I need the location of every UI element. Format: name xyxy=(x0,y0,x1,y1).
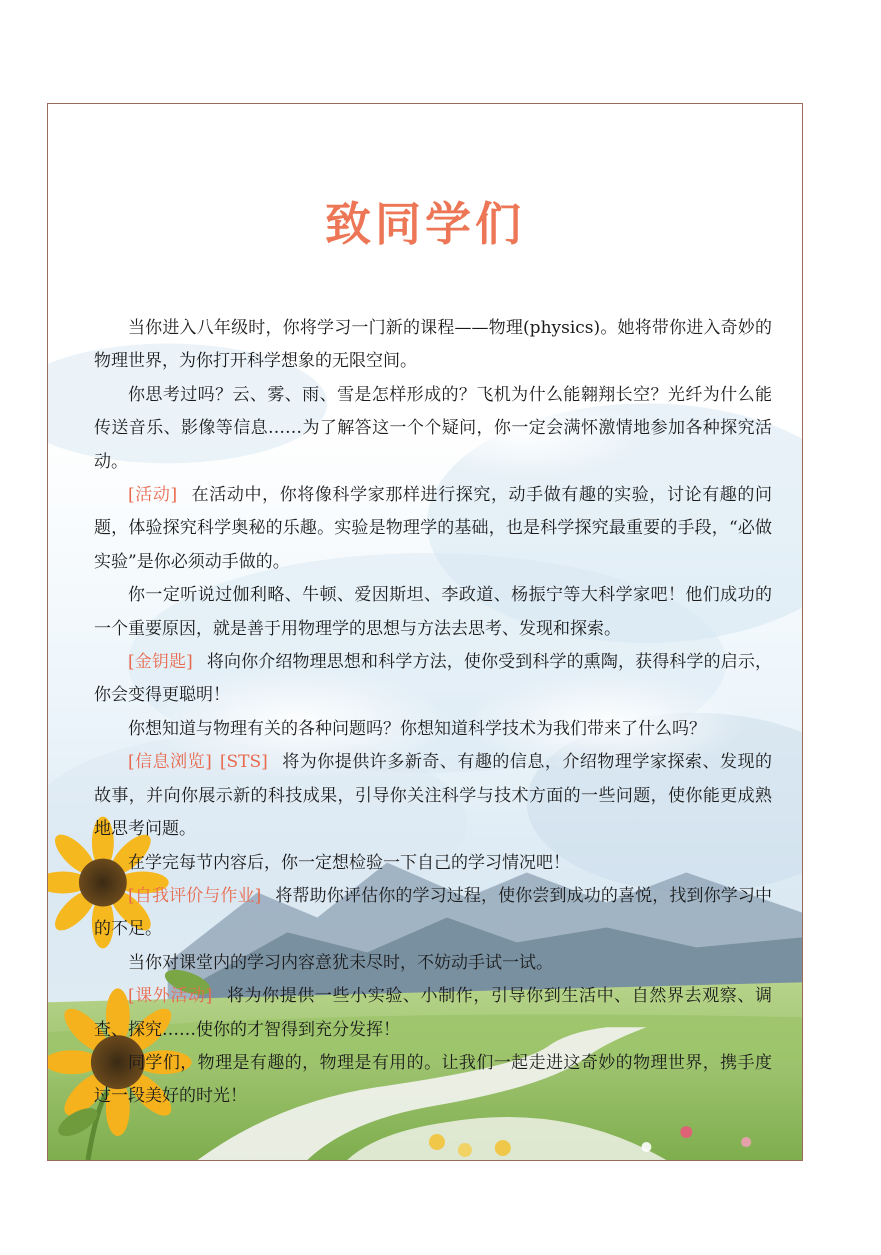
page-frame xyxy=(47,103,803,1161)
paragraph-technology-question: 你想知道与物理有关的各种问题吗？你想知道科学技术为我们带来了什么吗？ xyxy=(128,718,706,739)
letter-body xyxy=(94,312,772,1114)
paragraph-questions: 你思考过吗？云、雾、雨、雪是怎样形成的？飞机为什么能翱翔长空？光纤为什么能传送音乐、影像等信息……为了解答这一个个疑问，你一定会满怀激情地参加各种探究活动。 xyxy=(94,384,772,472)
paragraph-activity: [活动] 在活动中，你将像科学家那样进行探究，动手做有趣的实验，讨论有趣的问题，体验探究科学奥秘的乐趣。实验是物理学的基础，也是科学探究最重要的手段，“必做实验”是你必须动手做的。 xyxy=(94,485,772,572)
paragraph-try-it: 当你对课堂内的学习内容意犹未尽时，不妨动手试一试。 xyxy=(128,952,553,973)
section-tag-sts: [STS] xyxy=(219,752,268,773)
paragraph-self-check: 在学完每节内容后，你一定想检验一下自己的学习情况吧！ xyxy=(128,852,570,873)
paragraph-intro: 当你进入八年级时，你将学习一门新的课程——物理(physics)。她将带你进入奇妙的物理世界，为你打开科学想象的无限空间。 xyxy=(94,318,772,372)
paragraph-self-evaluation: [自我评价与作业] 将帮助你评估你的学习过程，使你尝到成功的喜悦，找到你学习中的不足。 xyxy=(94,885,773,940)
section-tag-self-evaluation: [自我评价与作业] xyxy=(128,885,262,906)
paragraph-info-browse: [信息浏览] [STS] 将为你提供许多新奇、有趣的信息，介绍物理学家探索、发现的故事，并向你展示新的科技成果，引导你关注科学与技术方面的一些问题，使你能更成熟地思考问题。 xyxy=(94,752,773,840)
section-tag-extracurricular: [课外活动] xyxy=(128,986,213,1007)
page-title: 致同学们 xyxy=(325,197,525,251)
paragraph-golden-key: [金钥匙] 将向你介绍物理思想和科学方法，使你受到科学的熏陶，获得科学的启示，你会变得更聪明！ xyxy=(94,652,773,706)
section-tag-activity: [活动] xyxy=(128,485,178,506)
paragraph-extracurricular: [课外活动] 将为你提供一些小实验、小制作，引导你到生活中、自然界去观察、调查、探究……使你的才智得到充分发挥！ xyxy=(94,986,773,1040)
paragraph-closing: 同学们，物理是有趣的，物理是有用的。让我们一起走进这奇妙的物理世界，携手度过一段美好的时光！ xyxy=(94,1052,772,1107)
paragraph-scientists: 你一定听说过伽利略、牛顿、爱因斯坦、李政道、杨振宁等大科学家吧！他们成功的一个重要原因，就是善于用物理学的思想与方法去思考、发现和探索。 xyxy=(94,585,772,639)
section-tag-golden-key: [金钥匙] xyxy=(128,652,193,673)
section-tag-info-browse: [信息浏览] xyxy=(128,752,212,773)
